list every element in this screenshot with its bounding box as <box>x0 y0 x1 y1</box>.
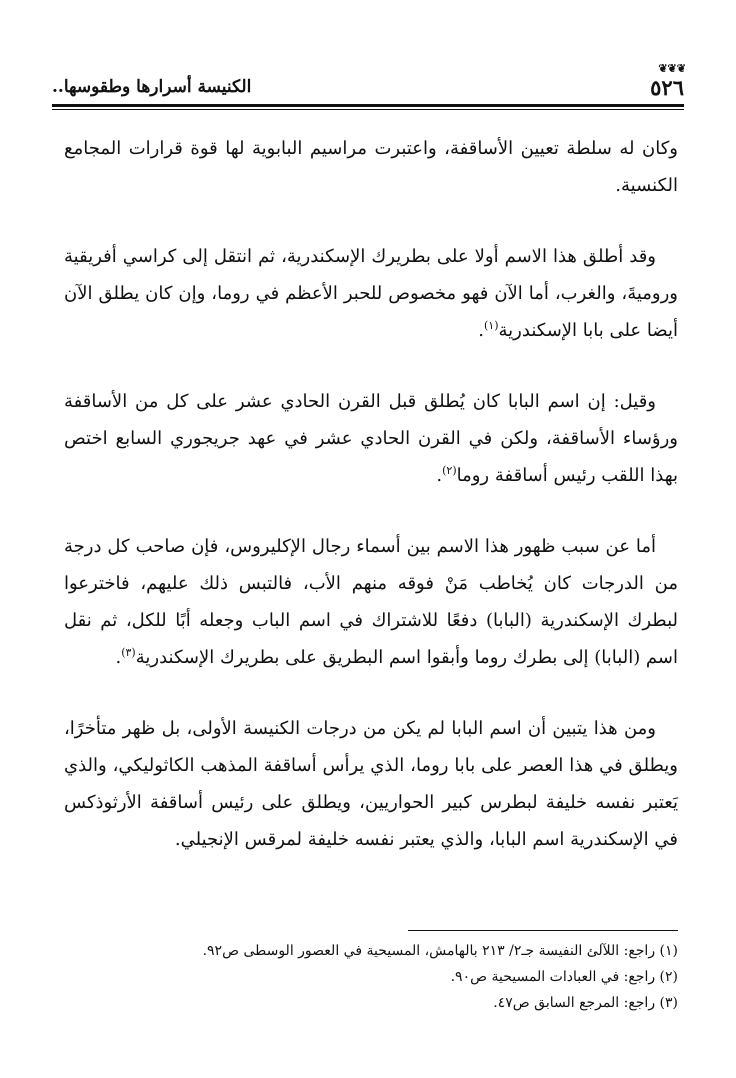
paragraph-text: ومن هذا يتبين أن اسم البابا لم يكن من درجات الكنيسة الأولى، بل ظهر متأخرًا، ويطلق في هذا العصر على بابا روما، الذي يرأس أساقفة المذهب الكاثوليكي، والذي يَعتبر نفسه خليفة لبطرس كبير الحواريين، ويطلق على رئيس أساقفة الأرثوذكس في الإسكندرية اسم البابا، والذي يعتبر نفسه خليفة لمرقس الإنجيلي. <box>64 718 678 850</box>
footnote-ref-2[interactable]: (٢) <box>442 464 457 477</box>
page-number <box>650 61 686 100</box>
footnote-1: (١) راجع: اللآلئ النفيسة جـ٢/ ٢١٣ بالهامش، المسيحية في العصور الوسطى ص٩٢. <box>202 943 678 959</box>
ornament-icon: ❦❦❦ <box>658 61 686 75</box>
paragraph-tail: . <box>436 465 443 486</box>
header-divider-thin <box>52 109 684 110</box>
main-text <box>64 130 678 892</box>
paragraph-text: وكان له سلطة تعيين الأساقفة، واعتبرت مراسيم البابوية لها قوة قرارات المجامع الكنسية. <box>64 138 678 196</box>
footnotes <box>60 938 678 1016</box>
footnote-3: (٣) راجع: المرجع السابق ص٤٧. <box>493 995 678 1011</box>
paragraph-tail: . <box>478 320 484 341</box>
footnote-2: (٢) راجع: في العبادات المسيحية ص٩٠. <box>450 969 678 985</box>
paragraph-4 <box>64 528 678 676</box>
page-header <box>52 61 686 104</box>
paragraph-5 <box>64 710 678 858</box>
footnote-ref-3[interactable]: (٣) <box>121 646 136 659</box>
footnote-ref-1[interactable]: (١) <box>484 319 499 332</box>
paragraph-2 <box>64 238 678 349</box>
page-number-text: ٥٢٦ <box>650 74 684 100</box>
paragraph-tail: . <box>115 647 122 668</box>
paragraph-text: وقد أطلق هذا الاسم أولا على بطريرك الإسكندرية، ثم انتقل إلى كراسي أفريقية وروميةَ، والغرب، أما الآن فهو مخصوص للحبر الأعظم في روما، وإن كان يطلق الآن أيضا على بابا الإسكندرية <box>64 246 678 341</box>
paragraph-text: وقيل: إن اسم البابا كان يُطلق قبل القرن الحادي عشر على كل من الأساقفة ورؤساء الأساقفة، ولكن في القرن الحادي عشر في عهد جريجوري السابع اختص بهذا اللقب رئيس أساقفة روما <box>64 391 678 486</box>
header-divider <box>52 104 684 107</box>
paragraph-1 <box>64 130 678 204</box>
running-title: الكنيسة أسرارها وطقوسها.. <box>52 77 252 97</box>
paragraph-text: أما عن سبب ظهور هذا الاسم بين أسماء رجال الإكليروس، فإن صاحب كل درجة من الدرجات كان يُخاطب مَنْ فوقه منهم الأب، فالتبس ذلك عليهم، فاخترعوا لبطرك الإسكندرية (البابا) دفعًا للاشتراك في اسم الباب وجعله أبًا للكل، ثم نقل اسم (البابا) إلى بطرك روما وأبقوا اسم البطريق على بطريرك الإسكندرية <box>64 536 678 668</box>
footnote-divider <box>408 930 678 931</box>
paragraph-3 <box>64 383 678 494</box>
